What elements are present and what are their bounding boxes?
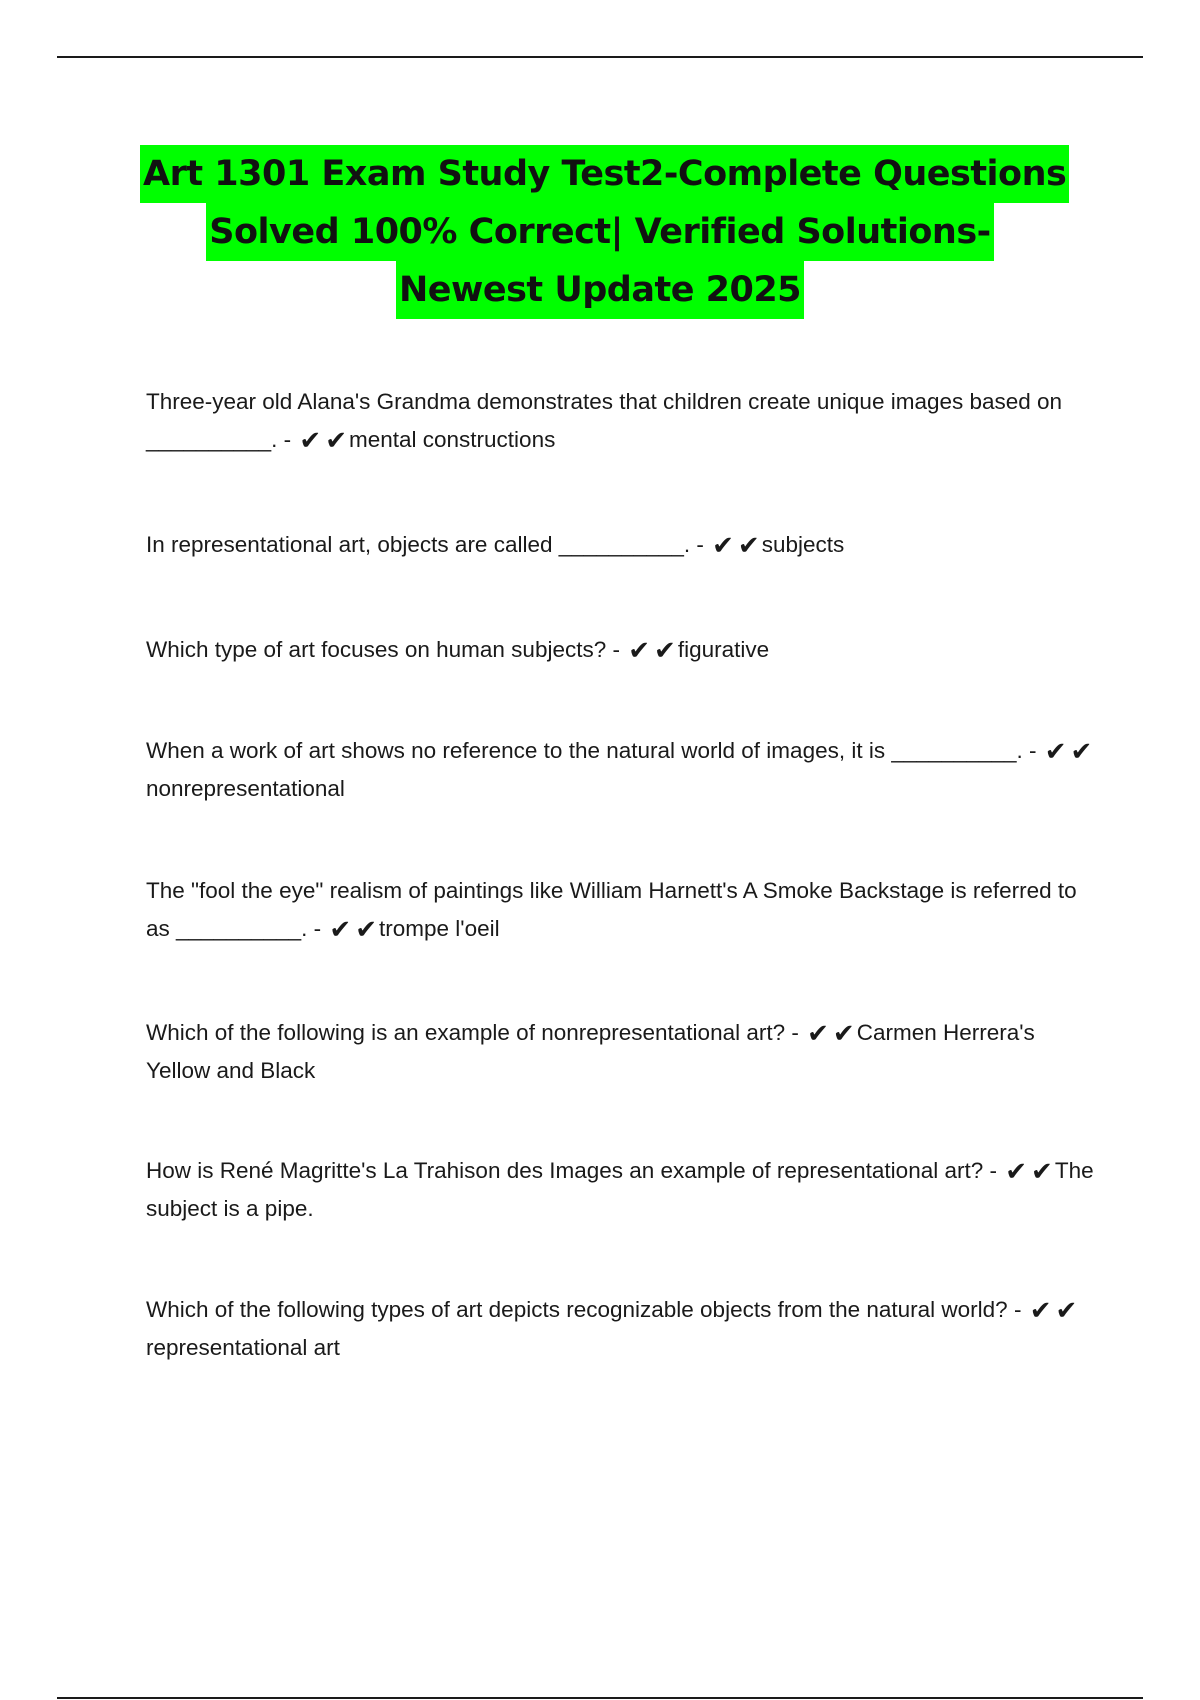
answer-separator: - (307, 916, 328, 941)
check-icon: ✔ (628, 636, 651, 666)
check-icon: ✔ (654, 636, 676, 666)
check-icon: ✔ (712, 531, 734, 561)
check-icon: ✔ (737, 531, 760, 561)
answer-text: Carmen Herrera's Yellow and Black (146, 1020, 1035, 1083)
answer-text: figurative (677, 637, 770, 662)
check-icon: ✔ (832, 1019, 855, 1049)
answer-separator: - (690, 532, 711, 557)
question-text: Which of the following is an example of nonrepresentational art? (146, 1020, 786, 1045)
answer-text: trompe l'oeil (379, 916, 500, 941)
answer-text: mental constructions (348, 427, 556, 452)
check-icon: ✔ (299, 426, 322, 456)
question-text: Which of the following types of art depicts recognizable objects from the natural world? (146, 1297, 1008, 1322)
check-icon: ✔ (807, 1019, 829, 1049)
answer-text: nonrepresentational (146, 776, 345, 801)
qa-item (146, 526, 1096, 564)
answer-separator: - (785, 1020, 806, 1045)
qa-item (146, 732, 1096, 808)
check-icon: ✔ (1044, 737, 1067, 767)
answer-text: The subject is a pipe. (146, 1158, 1094, 1221)
question-text: Three-year old Alana's Grandma demonstrates that children create unique images based on __________. (146, 389, 1063, 452)
title-line-2: Solved 100% Correct| Verified Solutions- (206, 203, 993, 261)
answer-text: representational art (146, 1335, 340, 1360)
check-icon: ✔ (325, 426, 347, 456)
document-title (140, 145, 1067, 319)
title-line-3: Newest Update 2025 (396, 261, 804, 319)
question-text: Which type of art focuses on human subjects? (146, 637, 607, 662)
check-icon: ✔ (355, 915, 377, 945)
answer-separator: - (983, 1158, 1004, 1183)
qa-item (146, 1014, 1096, 1090)
qa-item (146, 631, 1096, 669)
qa-item (146, 383, 1096, 459)
question-text: In representational art, objects are called __________. (146, 532, 691, 557)
top-rule (57, 56, 1143, 58)
title-line-1: Art 1301 Exam Study Test2-Complete Questions (140, 145, 1069, 203)
check-icon: ✔ (1070, 737, 1093, 767)
question-text: How is René Magritte's La Trahison des Images an example of representational art? (146, 1158, 984, 1183)
answer-separator: - (277, 427, 298, 452)
check-icon: ✔ (1031, 1157, 1053, 1187)
qa-item (146, 1152, 1096, 1228)
answer-separator: - (606, 637, 627, 662)
bottom-rule (57, 1697, 1143, 1699)
answer-separator: - (1022, 738, 1043, 763)
check-icon: ✔ (329, 915, 352, 945)
question-text: When a work of art shows no reference to the natural world of images, it is __________. (146, 738, 1023, 763)
qa-item (146, 1291, 1096, 1367)
question-text: The "fool the eye" realism of paintings like William Harnett's A Smoke Backstage is referred to as __________. (146, 878, 1077, 941)
check-icon: ✔ (1005, 1157, 1028, 1187)
qa-item (146, 872, 1096, 948)
check-icon: ✔ (1055, 1296, 1078, 1326)
answer-text: subjects (761, 532, 845, 557)
answer-separator: - (1007, 1297, 1028, 1322)
check-icon: ✔ (1029, 1296, 1052, 1326)
